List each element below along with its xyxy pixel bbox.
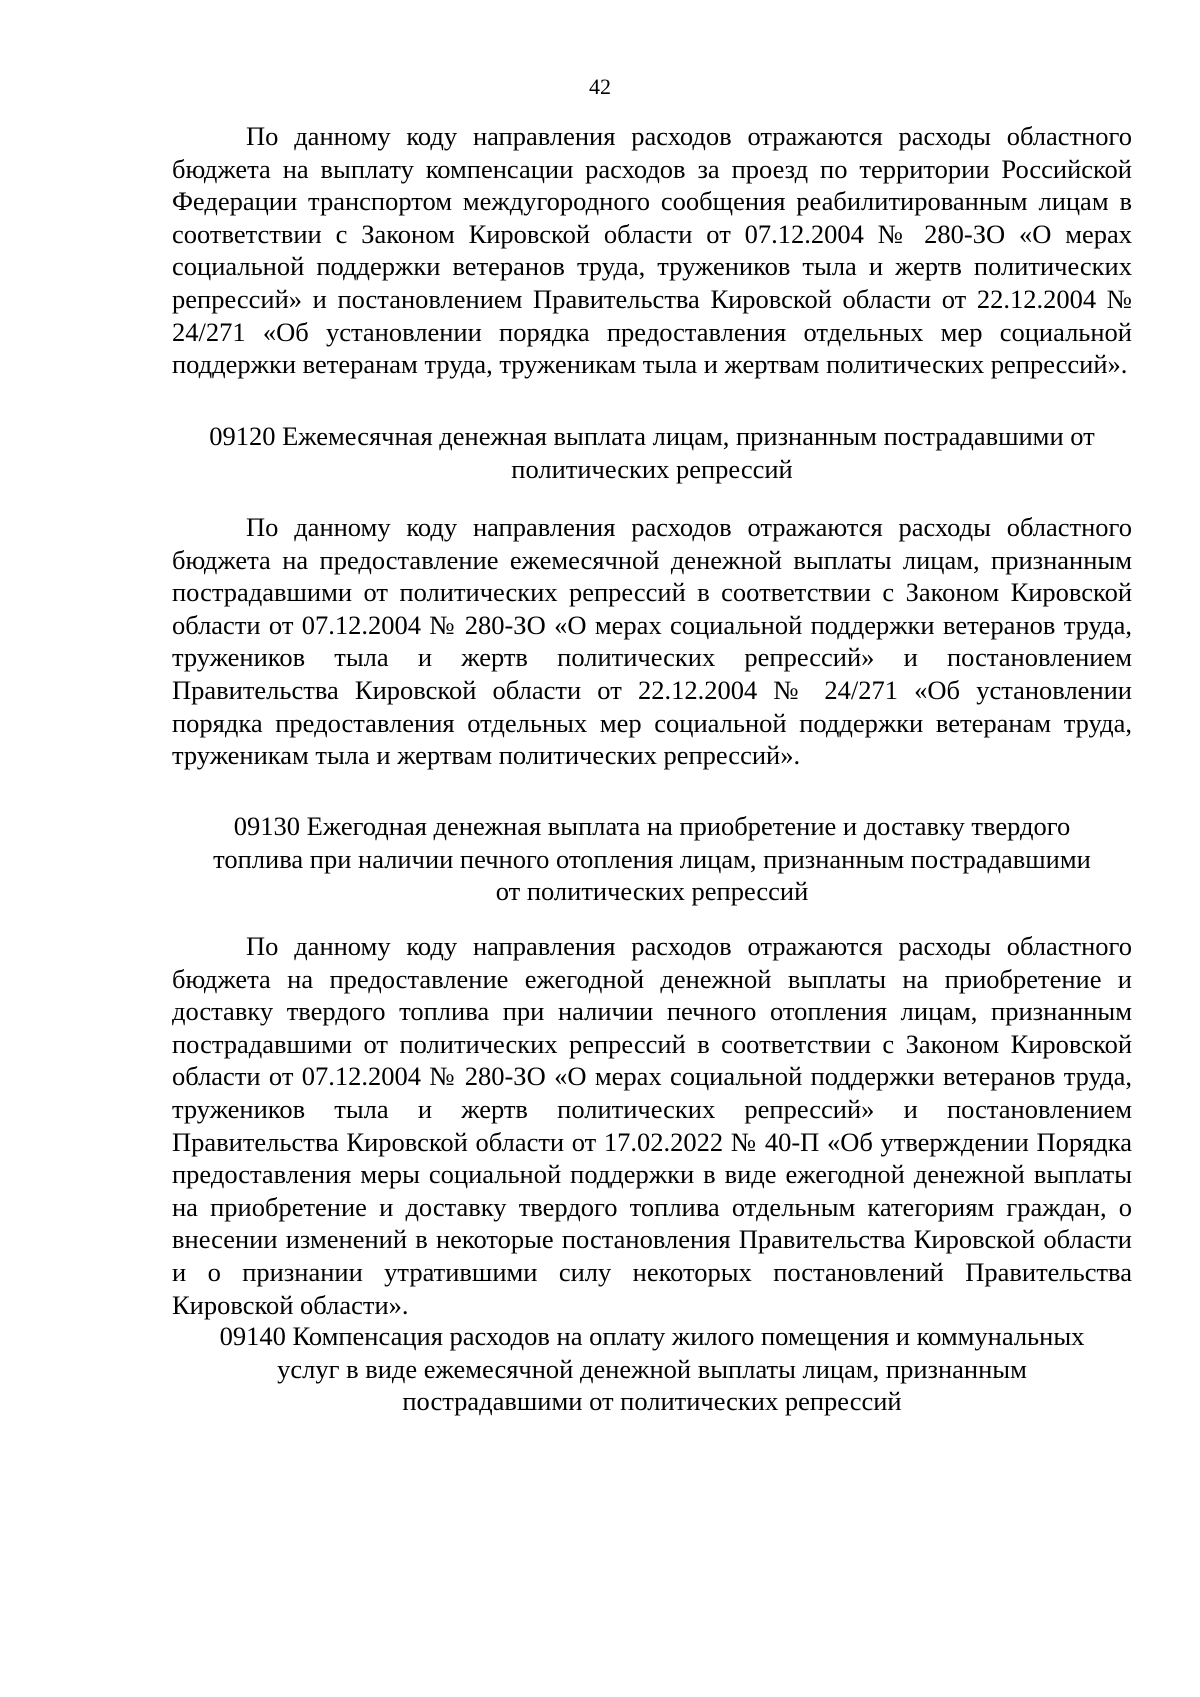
heading-09140-line-1: 09140 Компенсация расходов на оплату жилого помещения и коммунальных (219, 1321, 1085, 1351)
paragraph-1 (172, 120, 1132, 381)
paragraph-3-text: По данному коду направления расходов отражаются расходы областного бюджета на предоставление ежегодной денежной выплаты на приобретение и доставку твердого топлива при наличии печного отопления лицам, признанным пострадавшими от политических репрессий в соответствии с Законом Кировской области от 07.12.2004 № 280-ЗО «О мерах социальной поддержки ветеранов труда, тружеников тыла и жертв политических репрессий» и постановлением Правительства Кировской области от 17.02.2022 № 40-П «Об утверждении Порядка предоставления меры социальной поддержки в виде ежегодной денежной выплаты на приобретение и доставку твердого топлива отдельным категориям граждан, о внесении изменений в некоторые постановления Правительства Кировской области и о признании утратившими силу некоторых постановлений Правительства Кировской области». (172, 931, 1132, 1320)
heading-09140 (172, 1320, 1132, 1418)
heading-09140-line-3: пострадавшими от политических репрессий (402, 1386, 902, 1417)
paragraph-3 (172, 930, 1132, 1321)
page-number: 42 (589, 74, 611, 99)
paragraph-2-text: По данному коду направления расходов отражаются расходы областного бюджета на предоставление ежемесячной денежной выплаты лицам, признанным пострадавшими от политических репрессий в соответствии с Законом Кировской области от 07.12.2004 № 280-ЗО «О мерах социальной поддержки ветеранов труда, тружеников тыла и жертв политических репрессий» и постановлением Правительства Кировской области от 22.12.2004 № 24/271 «Об установлении порядка предоставления отдельных мер социальной поддержки ветеранам труда, труженикам тыла и жертвам политических репрессий». (172, 512, 1132, 771)
heading-09130-line-2: топлива при наличии печного отопления лицам, признанным пострадавшими (213, 843, 1091, 874)
heading-09120-line-1: 09120 Ежемесячная денежная выплата лицам, признанным пострадавшими от (209, 421, 1095, 451)
paragraph-2 (172, 511, 1132, 772)
heading-09120 (172, 420, 1132, 485)
heading-09140-line-2: услуг в виде ежемесячной денежной выплаты лицам, признанным (277, 1353, 1027, 1384)
paragraph-1-text: По данному коду направления расходов отражаются расходы областного бюджета на выплату компенсации расходов за проезд по территории Российской Федерации транспортом междугородного сообщения реабилитированным лицам в соответствии с Законом Кировской области от 07.12.2004 № 280-ЗО «О мерах социальной поддержки ветеранов труда, тружеников тыла и жертв политических репрессий» и постановлением Правительства Кировской области от 22.12.2004 № 24/271 «Об установлении порядка предоставления отдельных мер социальной поддержки ветеранам труда, труженикам тыла и жертвам политических репрессий». (172, 121, 1132, 380)
heading-09130-line-1: 09130 Ежегодная денежная выплата на приобретение и доставку твердого (233, 811, 1071, 841)
heading-09120-line-2: политических репрессий (511, 453, 793, 484)
heading-09130-line-3: от политических репрессий (495, 876, 809, 907)
heading-09130 (172, 810, 1132, 908)
